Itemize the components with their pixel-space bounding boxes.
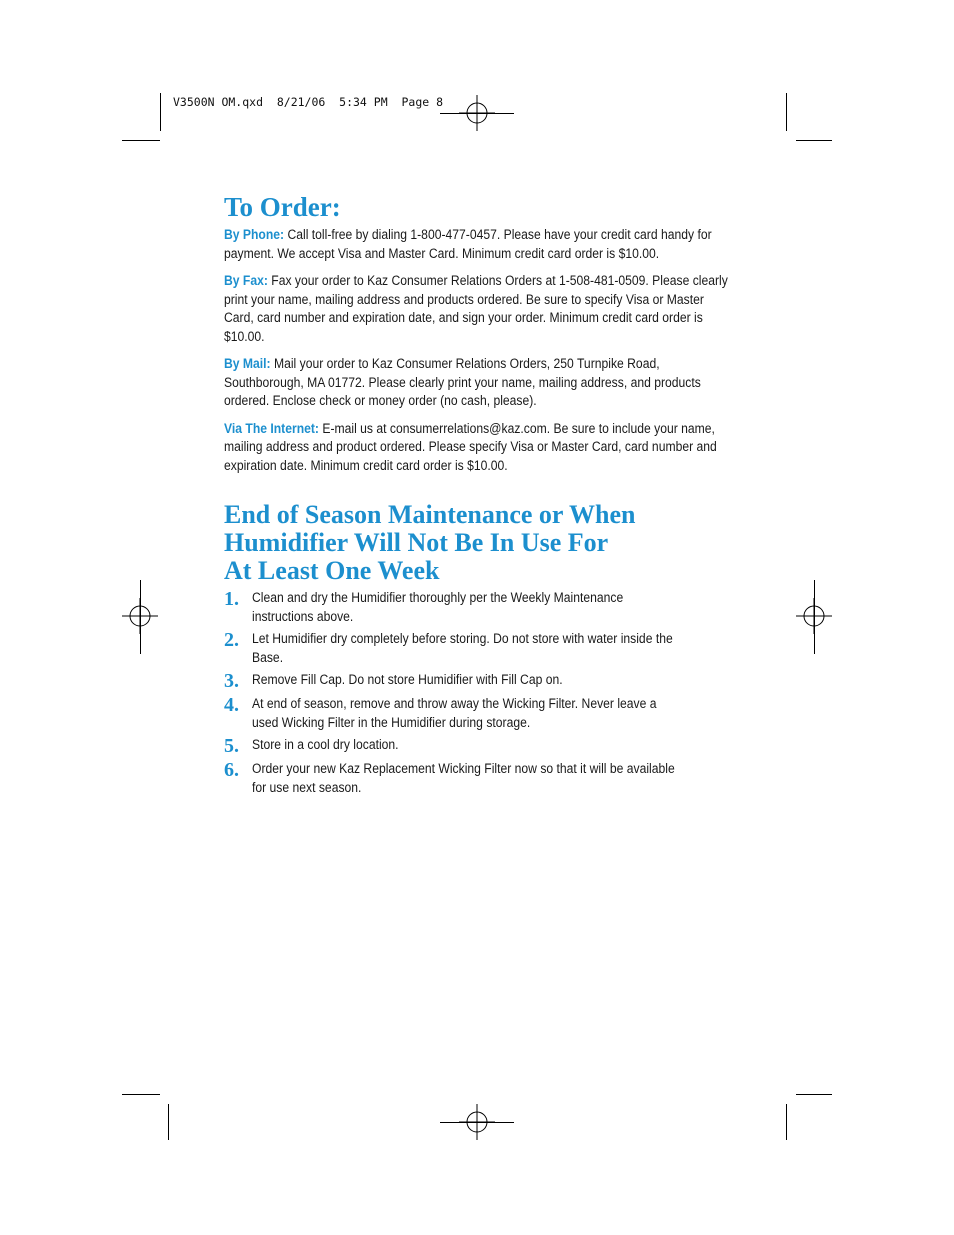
maintenance-steps <box>224 589 734 797</box>
fax-text: Fax your order to Kaz Consumer Relations Orders at 1-508-481-0509. Please clearly print your name, mailing address and products ordered. Be sure to specify Visa or Master Card, card number and expiration date, and sign your order. Minimum credit card order is $10.00. <box>224 273 728 344</box>
step-number: 5. <box>224 735 239 757</box>
page-content <box>224 190 734 801</box>
season-heading-line: End of Season Maintenance or When <box>224 500 636 529</box>
order-mail <box>224 355 733 411</box>
step-number: 1. <box>224 588 239 610</box>
list-item <box>224 736 734 756</box>
crop-mark <box>814 580 815 654</box>
crop-mark <box>122 1094 160 1095</box>
step-number: 4. <box>224 694 239 716</box>
step-text: Clean and dry the Humidifier thoroughly per the Weekly Maintenance instructions above. <box>252 590 624 624</box>
internet-text: E-mail us at consumerrelations@kaz.com. Be sure to include your name, mailing address and product ordered. Please specify Visa or Master Card, card number and expiration date. Minimum credit card order is $10.00. <box>224 420 717 473</box>
crop-mark <box>786 1104 787 1140</box>
step-number: 2. <box>224 629 239 651</box>
crop-mark <box>160 93 161 131</box>
crop-mark <box>122 140 160 141</box>
phone-text: Call toll-free by dialing 1-800-477-0457. Please have your credit card handy for payment. We accept Visa and Master Card. Minimum credit card order is $10.00. <box>224 227 712 261</box>
mail-label: By Mail: <box>224 356 271 371</box>
crop-mark <box>796 1094 832 1095</box>
crop-mark <box>168 1104 169 1140</box>
order-fax <box>224 272 733 346</box>
registration-mark-icon <box>459 95 495 131</box>
print-slug: V3500N OM.qxd 8/21/06 5:34 PM Page 8 <box>173 95 444 109</box>
list-item <box>224 589 734 626</box>
step-number: 6. <box>224 759 239 781</box>
step-text: Order your new Kaz Replacement Wicking Filter now so that it will be available for use next season. <box>252 761 675 795</box>
crop-mark <box>786 93 787 131</box>
list-item <box>224 630 734 667</box>
list-item <box>224 760 734 797</box>
step-number: 3. <box>224 670 239 692</box>
list-item <box>224 695 734 732</box>
season-heading <box>224 501 734 585</box>
phone-label: By Phone: <box>224 227 285 242</box>
order-internet <box>224 420 733 476</box>
list-item <box>224 671 734 691</box>
mail-text: Mail your order to Kaz Consumer Relations Orders, 250 Turnpike Road, Southborough, MA 01772. Please clearly print your name, mailing address, and products ordered. Enclose check or money order (no cash, please). <box>224 356 701 408</box>
registration-mark-icon <box>459 1104 495 1140</box>
step-text: Store in a cool dry location. <box>252 737 399 752</box>
internet-label: Via The Internet: <box>224 420 319 436</box>
season-heading-line: At Least One Week <box>224 556 440 585</box>
fax-label: By Fax: <box>224 273 268 288</box>
order-phone <box>224 226 733 263</box>
order-heading: To Order: <box>224 192 341 222</box>
crop-mark <box>140 580 141 654</box>
step-text: Remove Fill Cap. Do not store Humidifier with Fill Cap on. <box>252 672 563 687</box>
season-heading-line: Humidifier Will Not Be In Use For <box>224 528 609 557</box>
step-text: Let Humidifier dry completely before storing. Do not store with water inside the Base. <box>252 631 673 665</box>
step-text: At end of season, remove and throw away the Wicking Filter. Never leave a used Wicking Filter in the Humidifier during storage. <box>252 696 657 730</box>
crop-mark <box>796 140 832 141</box>
